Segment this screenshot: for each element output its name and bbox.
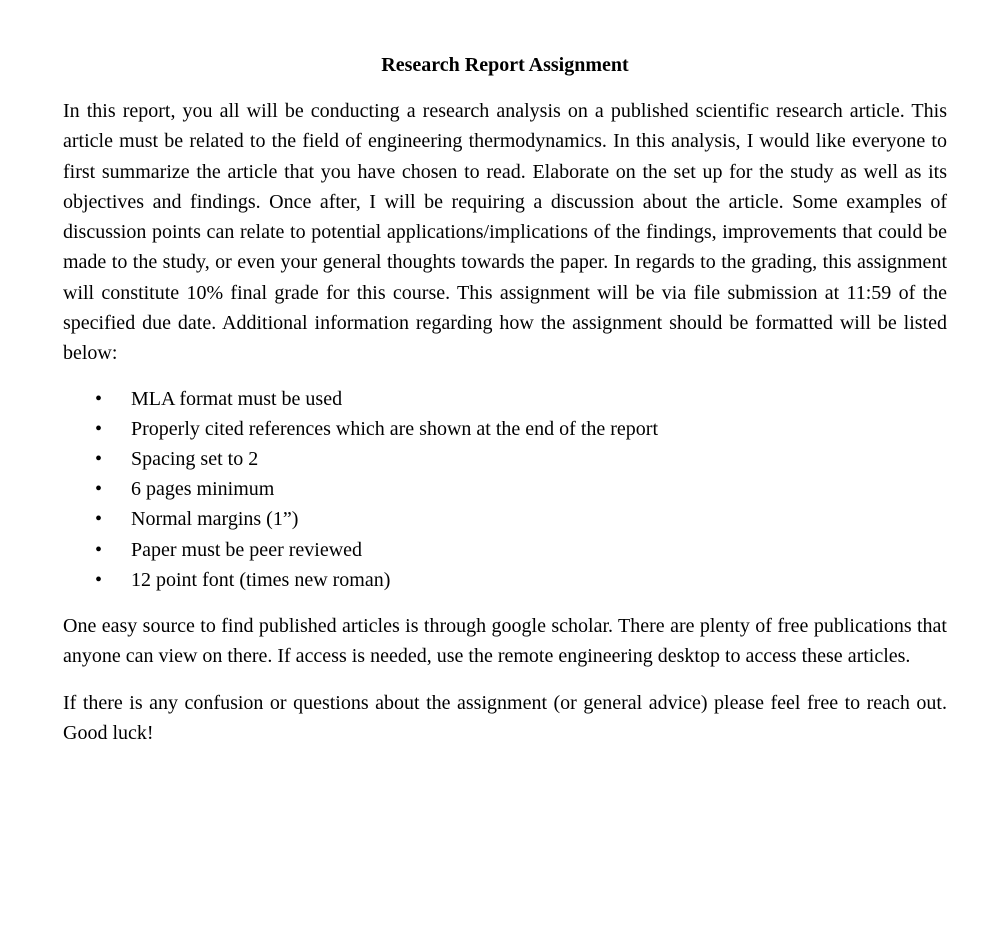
requirement-text: Spacing set to 2 bbox=[131, 448, 259, 471]
bullet-icon: • bbox=[95, 417, 103, 440]
intro-paragraph: In this report, you all will be conducting a research analysis on a published scientific research article. This article must be related to the field of engineering thermodynamics. In this analysis, I would like everyone to first summarize the article that you have chosen to read. Elaborate on the set up for the study as well as its objectives and findings. Once after, I will be requiring a discussion about the article. Some examples of discussion points can relate to potential applications/implications of the findings, improvements that could be made to the study, or even your general thoughts towards the paper. In regards to the grading, this assignment will constitute 10% final grade for this course. This assignment will be via file submission at 11:59 of the specified due date. Additional information regarding how the assignment should be formatted will be listed below: bbox=[63, 100, 947, 365]
requirement-text: 6 pages minimum bbox=[131, 478, 275, 501]
list-item bbox=[63, 444, 947, 474]
requirement-text: Properly cited references which are shown at the end of the report bbox=[131, 417, 659, 440]
list-item bbox=[63, 504, 947, 534]
list-item bbox=[63, 565, 947, 595]
sources-paragraph: One easy source to find published articles is through google scholar. There are plenty of free publications that anyone can view on there. If access is needed, use the remote engineering desktop to access these articles. bbox=[63, 615, 947, 668]
bullet-icon: • bbox=[95, 538, 103, 561]
list-item bbox=[63, 535, 947, 565]
bullet-icon: • bbox=[95, 387, 103, 410]
bullet-icon: • bbox=[95, 568, 103, 591]
list-item bbox=[63, 474, 947, 504]
list-item bbox=[63, 384, 947, 414]
requirement-text: 12 point font (times new roman) bbox=[131, 568, 391, 591]
closing-paragraph: If there is any confusion or questions about the assignment (or general advice) please feel free to reach out. Good luck! bbox=[63, 691, 947, 744]
document-page bbox=[63, 52, 947, 748]
bullet-icon: • bbox=[95, 448, 103, 471]
bullet-icon: • bbox=[95, 478, 103, 501]
bullet-icon: • bbox=[95, 508, 103, 531]
requirement-text: Normal margins (1”) bbox=[131, 508, 299, 531]
list-item bbox=[63, 414, 947, 444]
document-title: Research Report Assignment bbox=[381, 54, 629, 76]
requirement-text: Paper must be peer reviewed bbox=[131, 538, 363, 561]
requirements-list bbox=[63, 384, 947, 595]
requirement-text: MLA format must be used bbox=[131, 387, 343, 410]
